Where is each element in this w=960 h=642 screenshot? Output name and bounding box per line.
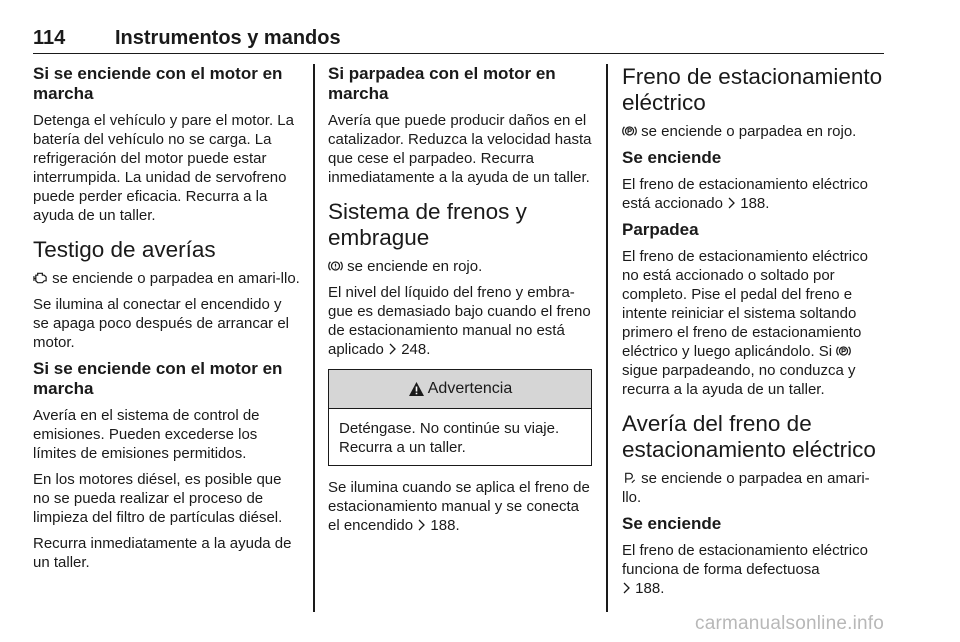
warning-triangle-icon	[408, 381, 425, 397]
column-divider	[313, 64, 315, 612]
parking-brake-icon	[622, 124, 637, 138]
section-title: Testigo de averías	[33, 237, 216, 262]
column-divider	[606, 64, 608, 612]
paragraph: Se ilumina cuando se aplica el freno de estacionamiento manual y se conecta el encendido 188.	[328, 479, 590, 534]
paragraph: El freno de estacionamiento eléctrico no está accionado o soltado por completo. Pise el pedal del freno e intente reiniciar el sistema soltando primero el freno de estacionamiento eléctrico y luego aplicándolo. Si sigue parpadeando, no conduzca y recurra a la ayuda de un taller.	[622, 248, 868, 398]
watermark: carmanualsonline.info	[695, 613, 885, 634]
paragraph: Detenga el vehículo y pare el motor. La batería del vehículo no se carga. La refrigeración del motor puede estar interrumpida. La unidad de servofreno puede perder eficacia. Recurra a la ayuda de un taller.	[33, 112, 294, 224]
paragraph: se enciende o parpadea en amari-llo.	[622, 470, 870, 506]
paragraph: Avería que puede producir daños en el catalizador. Reduzca la velocidad hasta que cese el parpadeo. Recurra inmediatamente a la ayuda de un taller.	[328, 112, 592, 186]
section-title: Sistema de frenos y embrague	[328, 199, 527, 250]
paragraph: se enciende o parpadea en amari-llo.	[33, 269, 301, 288]
paragraph: Se ilumina al conectar el encendido y se apaga poco después de arrancar el motor.	[33, 296, 290, 351]
warning-title: Advertencia	[427, 380, 513, 397]
page-reference-icon	[388, 343, 397, 355]
paragraph: El freno de estacionamiento eléctrico funciona de forma defectuosa 188.	[622, 542, 868, 597]
section-heading: Si se enciende con el motor en marcha	[33, 359, 283, 398]
column-right	[622, 64, 888, 605]
paragraph: Recurra inmediatamente a la ayuda de un taller.	[33, 535, 292, 571]
paragraph: En los motores diésel, es posible que no se pueda realizar el proceso de limpieza del filtro de partículas diésel.	[33, 471, 283, 526]
section-title: Avería del freno de estacionamiento eléctrico	[622, 411, 876, 462]
section-heading: Si parpadea con el motor en marcha	[328, 64, 556, 103]
section-title: Freno de estacionamiento eléctrico	[622, 64, 883, 115]
brake-warning-icon	[328, 259, 343, 273]
engine-check-icon	[33, 271, 48, 285]
section-heading: Parpadea	[622, 220, 699, 239]
warning-header	[329, 370, 591, 409]
column-left	[33, 64, 301, 579]
running-title: Instrumentos y mandos	[115, 27, 341, 49]
page-reference-icon	[727, 197, 736, 209]
warning-box	[328, 369, 592, 466]
page-reference-icon	[417, 519, 426, 531]
page-number: 114	[33, 27, 66, 49]
page-reference-icon	[622, 582, 631, 594]
parking-brake-icon	[836, 344, 851, 358]
paragraph: El freno de estacionamiento eléctrico está accionado 188.	[622, 176, 868, 212]
paragraph: Avería en el sistema de control de emisiones. Pueden excederse los límites de emisiones permitidos.	[33, 407, 260, 462]
page-header	[33, 27, 884, 54]
paragraph: se enciende o parpadea en rojo.	[622, 122, 888, 141]
section-heading: Se enciende	[622, 148, 722, 167]
warning-body: Deténgase. No continúe su viaje. Recurra a un taller.	[339, 420, 560, 456]
section-heading: Si se enciende con el motor en marcha	[33, 64, 283, 103]
paragraph: El nivel del líquido del freno y embra-gue es demasiado bajo cuando el freno de estacionamiento manual no está aplicado 248.	[328, 284, 591, 358]
column-middle	[328, 64, 592, 542]
parking-brake-fault-icon	[622, 471, 637, 485]
section-heading: Se enciende	[622, 514, 722, 533]
paragraph: se enciende en rojo.	[328, 257, 592, 276]
